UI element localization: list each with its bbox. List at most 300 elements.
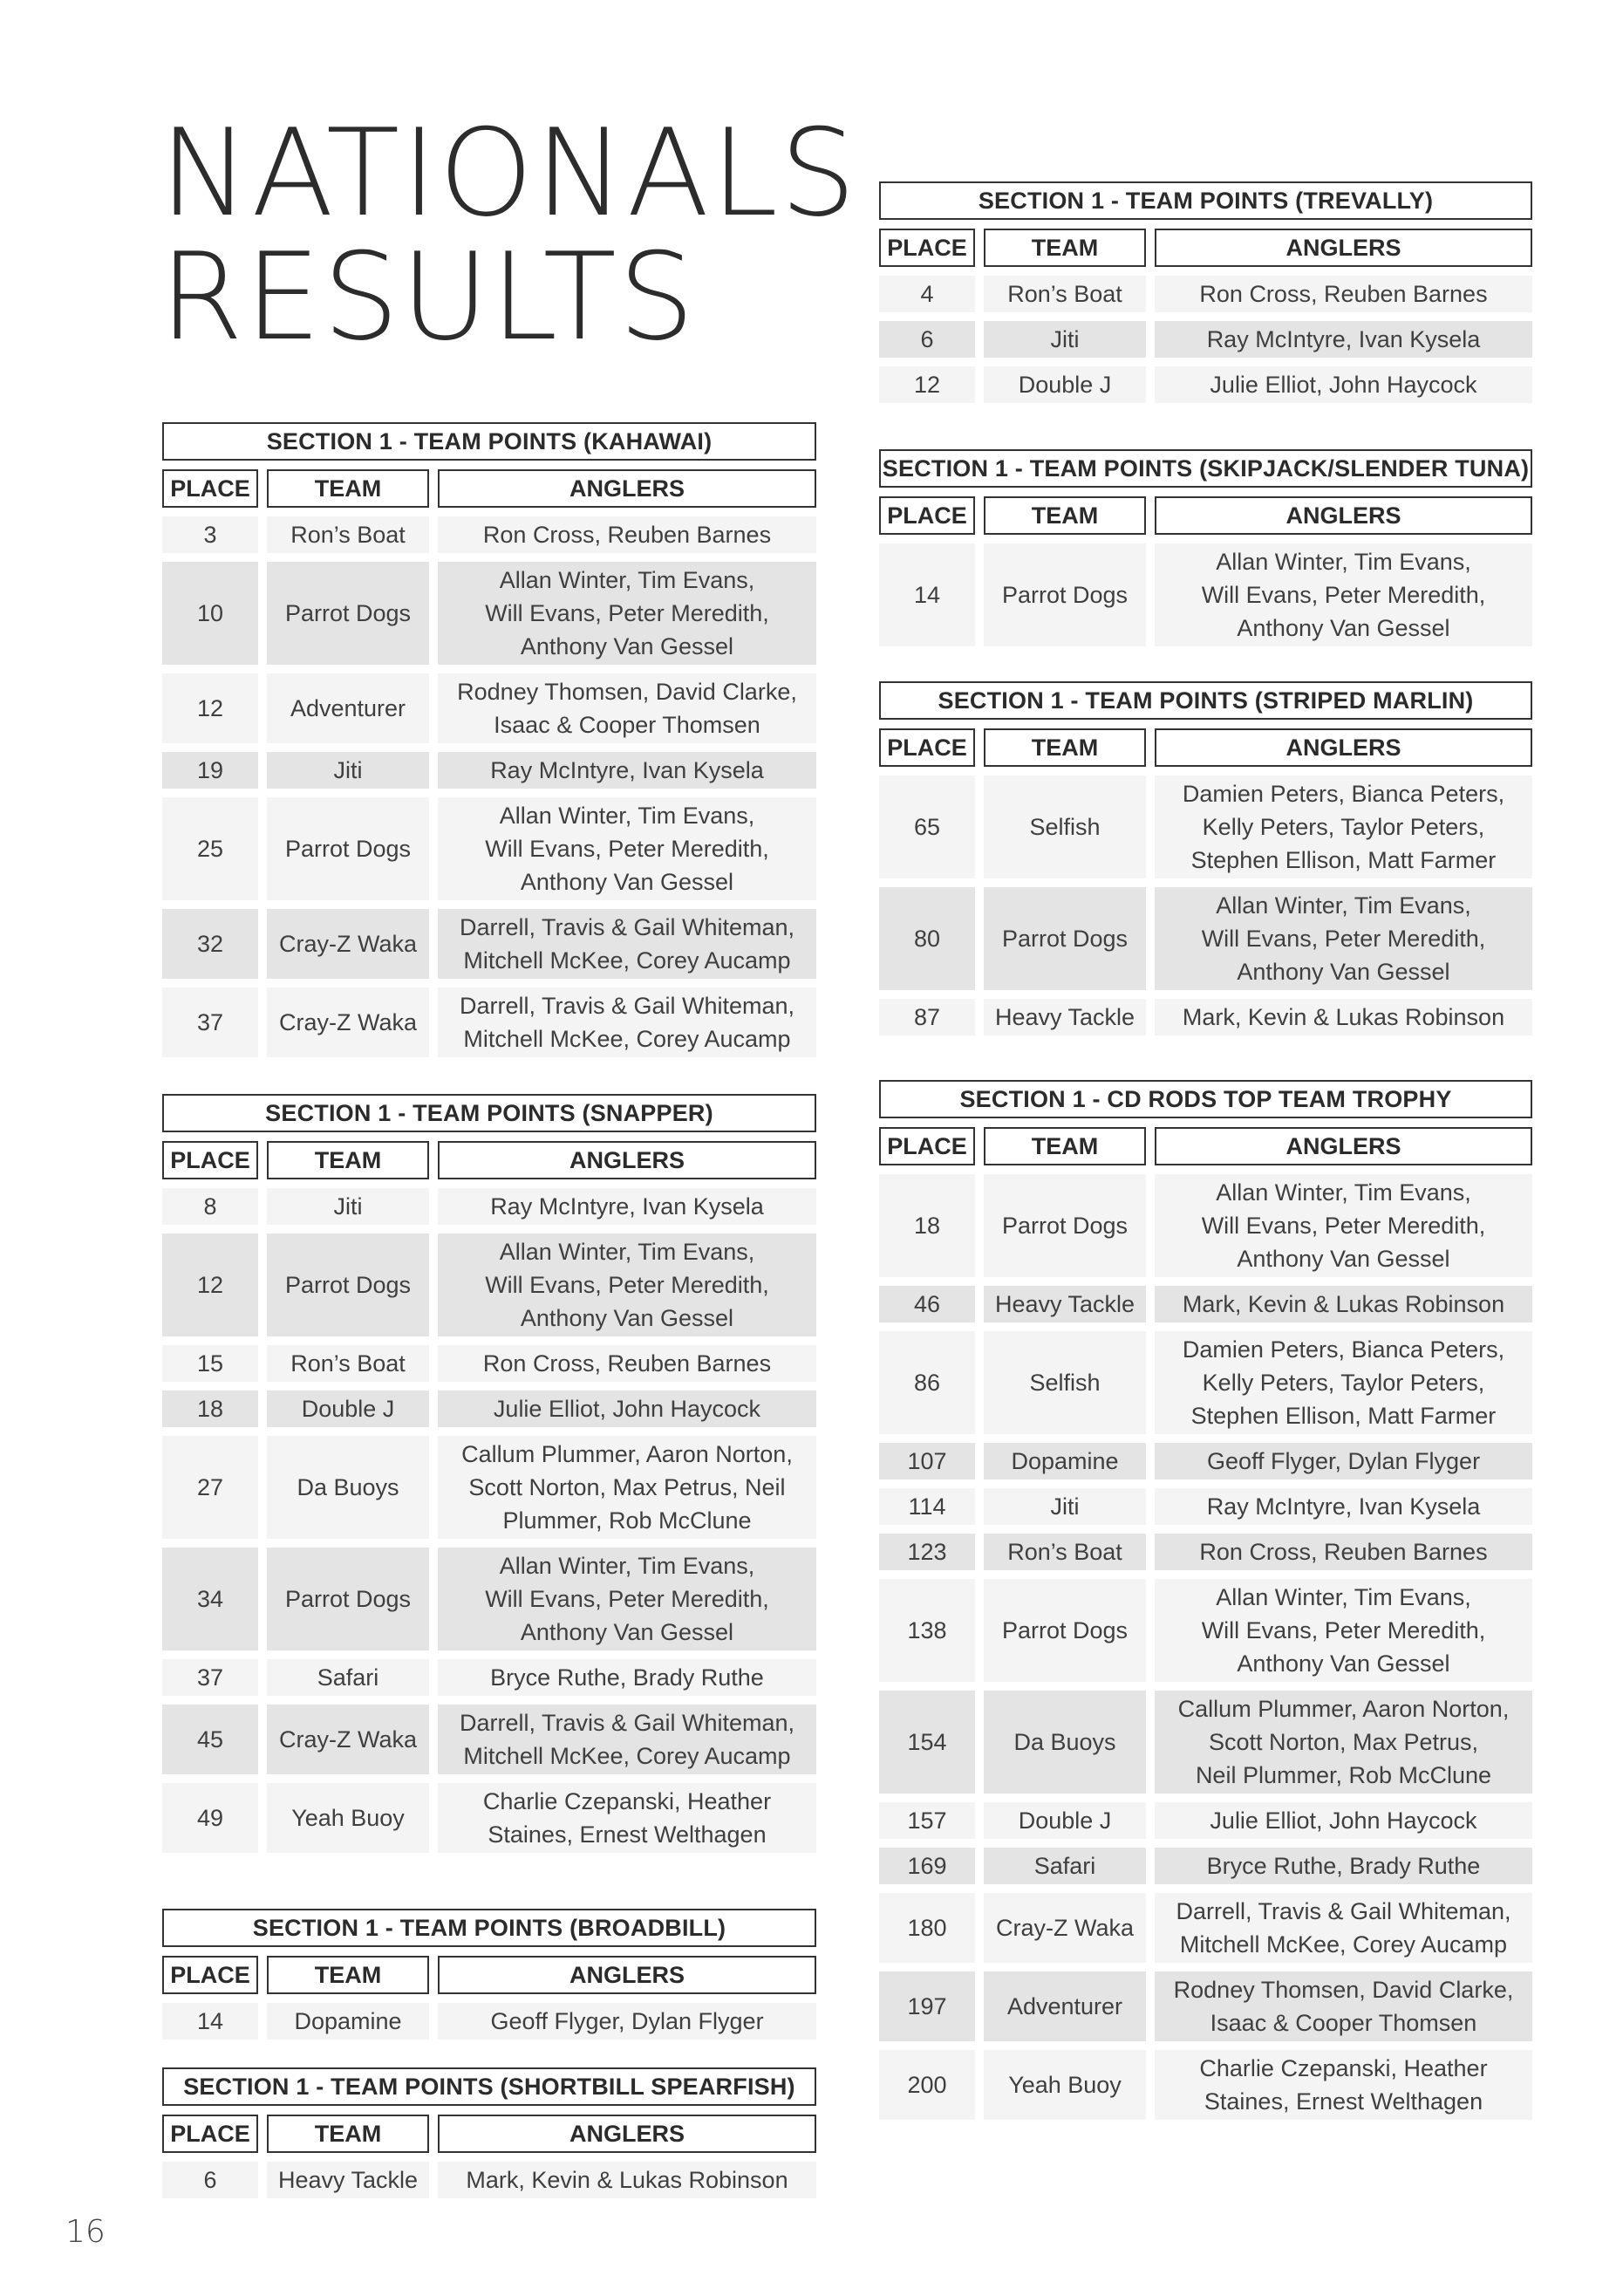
- anglers-line: Geoff Flyger, Dylan Flyger: [490, 2008, 764, 2034]
- anglers-line: Charlie Czepanski, Heather: [1199, 2055, 1488, 2081]
- table-row: [162, 1436, 816, 1539]
- cell-anglers: [1155, 2050, 1532, 2120]
- cell-team: Ron’s Boat: [267, 516, 429, 553]
- anglers-text: [461, 1438, 793, 1537]
- cell-team: Adventurer: [267, 673, 429, 743]
- cell-team: Parrot Dogs: [267, 562, 429, 665]
- cell-team: Heavy Tackle: [984, 1286, 1146, 1322]
- anglers-text: [1202, 889, 1486, 988]
- anglers-text: [485, 1549, 769, 1649]
- cell-anglers: [438, 1659, 816, 1696]
- table-row: [879, 321, 1532, 358]
- section-cd-rods: [879, 1080, 1532, 2120]
- table-row: [879, 1488, 1532, 1525]
- anglers-text: [1183, 1288, 1504, 1321]
- anglers-line: Will Evans, Peter Meredith,: [485, 600, 769, 626]
- cell-place: 18: [162, 1391, 258, 1427]
- anglers-text: [483, 518, 771, 551]
- table-header: [879, 229, 1532, 267]
- anglers-line: Mark, Kevin & Lukas Robinson: [466, 2167, 788, 2193]
- anglers-line: Anthony Van Gessel: [520, 1619, 734, 1645]
- cell-place: 169: [879, 1848, 975, 1884]
- table-row: [162, 673, 816, 743]
- anglers-line: Will Evans, Peter Meredith,: [485, 1272, 769, 1298]
- anglers-text: [490, 1190, 764, 1223]
- anglers-line: Ron Cross, Reuben Barnes: [482, 1350, 772, 1377]
- anglers-line: Isaac & Cooper Thomsen: [1210, 2010, 1477, 2036]
- anglers-line: Allan Winter, Tim Evans,: [1216, 549, 1471, 575]
- anglers-line: Callum Plummer, Aaron Norton,: [461, 1441, 793, 1467]
- title-line-2: RESULTS: [160, 227, 697, 367]
- anglers-line: Ray McIntyre, Ivan Kysela: [1206, 1493, 1481, 1520]
- cell-place: 10: [162, 562, 258, 665]
- anglers-text: [1178, 1692, 1510, 1792]
- table-row: [879, 887, 1532, 990]
- cell-team: Ron’s Boat: [984, 276, 1146, 312]
- cell-place: 114: [879, 1488, 975, 1525]
- anglers-line: Will Evans, Peter Meredith,: [1201, 1213, 1486, 1239]
- anglers-line: Will Evans, Peter Meredith,: [1201, 1617, 1486, 1643]
- cell-place: 49: [162, 1783, 258, 1853]
- section-trevally: [879, 181, 1532, 403]
- anglers-text: [1202, 1581, 1486, 1680]
- anglers-text: [1199, 2052, 1487, 2118]
- header-team: TEAM: [267, 469, 429, 508]
- table-row: [879, 276, 1532, 312]
- anglers-line: Ron Cross, Reuben Barnes: [1199, 281, 1488, 307]
- header-team: TEAM: [267, 1956, 429, 1994]
- table-row: [162, 1233, 816, 1336]
- anglers-text: [1202, 545, 1486, 645]
- cell-team: Parrot Dogs: [984, 887, 1146, 990]
- anglers-line: Charlie Czepanski, Heather: [482, 1788, 772, 1814]
- cell-team: Parrot Dogs: [984, 1579, 1146, 1682]
- table-row: [162, 2003, 816, 2040]
- anglers-line: Scott Norton, Max Petrus,: [1208, 1729, 1479, 1755]
- table-row: [879, 1893, 1532, 1963]
- anglers-line: Neil Plummer, Rob McClune: [1195, 1762, 1492, 1788]
- anglers-line: Will Evans, Peter Meredith,: [485, 1586, 769, 1612]
- table-row: [879, 1691, 1532, 1794]
- anglers-text: [1207, 1849, 1481, 1883]
- cell-team: Cray-Z Waka: [267, 987, 429, 1057]
- anglers-line: Ray McIntyre, Ivan Kysela: [1206, 326, 1481, 352]
- table-row: [162, 1188, 816, 1225]
- cell-place: 138: [879, 1579, 975, 1682]
- header-anglers: ANGLERS: [438, 1141, 816, 1179]
- section-title: SECTION 1 - TEAM POINTS (STRIPED MARLIN): [879, 681, 1532, 720]
- cell-anglers: [1155, 887, 1532, 990]
- cell-team: Da Buoys: [267, 1436, 429, 1539]
- section-title: SECTION 1 - TEAM POINTS (SNAPPER): [162, 1094, 816, 1132]
- header-anglers: ANGLERS: [1155, 229, 1532, 267]
- table-row: [879, 1443, 1532, 1479]
- cell-anglers: [438, 516, 816, 553]
- section-title: SECTION 1 - CD RODS TOP TEAM TROPHY: [879, 1080, 1532, 1118]
- cell-anglers: [1155, 1848, 1532, 1884]
- anglers-text: [483, 1347, 771, 1380]
- cell-team: Parrot Dogs: [984, 1174, 1146, 1277]
- anglers-text: [460, 989, 794, 1056]
- anglers-line: Anthony Van Gessel: [1237, 959, 1450, 985]
- anglers-text: [1199, 277, 1487, 311]
- anglers-text: [457, 675, 797, 741]
- table-header: [879, 1127, 1532, 1165]
- cell-team: Parrot Dogs: [267, 797, 429, 900]
- cell-place: 180: [879, 1893, 975, 1963]
- section-title: SECTION 1 - TEAM POINTS (SKIPJACK/SLENDER TUNA): [879, 449, 1532, 488]
- anglers-text: [1183, 777, 1504, 877]
- anglers-line: Julie Elliot, John Haycock: [493, 1396, 761, 1422]
- anglers-line: Mitchell McKee, Corey Aucamp: [463, 1743, 791, 1769]
- section-skipjack: [879, 449, 1532, 646]
- anglers-text: [485, 1235, 769, 1335]
- table-row: [879, 1579, 1532, 1682]
- cell-place: 14: [879, 543, 975, 646]
- cell-team: Jiti: [984, 321, 1146, 358]
- anglers-text: [1174, 1973, 1514, 2040]
- cell-place: 14: [162, 2003, 258, 2040]
- cell-place: 197: [879, 1971, 975, 2041]
- section-kahawai: [162, 422, 816, 1057]
- cell-place: 80: [879, 887, 975, 990]
- cell-anglers: [438, 1705, 816, 1774]
- anglers-line: Darrell, Travis & Gail Whiteman,: [459, 993, 795, 1019]
- anglers-text: [1210, 1804, 1476, 1837]
- anglers-line: Damien Peters, Bianca Peters,: [1182, 1336, 1505, 1363]
- anglers-line: Allan Winter, Tim Evans,: [1216, 892, 1471, 919]
- cell-team: Heavy Tackle: [984, 999, 1146, 1035]
- table-row: [162, 1345, 816, 1382]
- cell-anglers: [438, 673, 816, 743]
- anglers-line: Ray McIntyre, Ivan Kysela: [490, 1193, 764, 1220]
- title-line-1: NATIONALS: [160, 103, 858, 243]
- table-row: [162, 1548, 816, 1650]
- cell-place: 45: [162, 1705, 258, 1774]
- page-number: 16: [65, 2214, 106, 2250]
- anglers-text: [490, 1661, 764, 1694]
- table-row: [162, 562, 816, 665]
- anglers-text: [1207, 1445, 1480, 1478]
- cell-anglers: [1155, 1802, 1532, 1839]
- cell-place: 37: [162, 1659, 258, 1696]
- anglers-line: Julie Elliot, John Haycock: [1210, 372, 1477, 398]
- cell-place: 19: [162, 752, 258, 789]
- anglers-line: Stephen Ellison, Matt Farmer: [1190, 1403, 1497, 1429]
- cell-anglers: [438, 1345, 816, 1382]
- cell-team: Safari: [267, 1659, 429, 1696]
- cell-place: 32: [162, 909, 258, 979]
- table-row: [162, 987, 816, 1057]
- anglers-line: Allan Winter, Tim Evans,: [1216, 1179, 1471, 1206]
- cell-anglers: [1155, 276, 1532, 312]
- anglers-line: Scott Norton, Max Petrus, Neil: [468, 1474, 786, 1500]
- cell-team: Double J: [984, 1802, 1146, 1839]
- header-team: TEAM: [984, 728, 1146, 767]
- cell-anglers: [1155, 1286, 1532, 1322]
- section-broadbill: [162, 1909, 816, 2040]
- anglers-line: Julie Elliot, John Haycock: [1210, 1807, 1477, 1834]
- header-team: TEAM: [267, 1141, 429, 1179]
- anglers-text: [466, 2163, 788, 2197]
- cell-anglers: [438, 562, 816, 665]
- section-striped-marlin: [879, 681, 1532, 1035]
- header-anglers: ANGLERS: [438, 1956, 816, 1994]
- table-header: [879, 728, 1532, 767]
- cell-anglers: [438, 909, 816, 979]
- anglers-line: Anthony Van Gessel: [1237, 1246, 1450, 1272]
- anglers-line: Anthony Van Gessel: [520, 1305, 734, 1331]
- cell-place: 12: [162, 1233, 258, 1336]
- header-place: PLACE: [879, 229, 975, 267]
- header-team: TEAM: [984, 229, 1146, 267]
- cell-team: Safari: [984, 1848, 1146, 1884]
- table-row: [879, 1971, 1532, 2041]
- table-header: [162, 1141, 816, 1179]
- cell-team: Double J: [984, 366, 1146, 403]
- cell-place: 8: [162, 1188, 258, 1225]
- cell-place: 4: [879, 276, 975, 312]
- table-row: [879, 2050, 1532, 2120]
- table-row: [162, 1783, 816, 1853]
- anglers-line: Allan Winter, Tim Evans,: [499, 567, 755, 593]
- anglers-text: [1202, 1176, 1486, 1275]
- anglers-line: Plummer, Rob McClune: [502, 1507, 752, 1534]
- anglers-line: Anthony Van Gessel: [1237, 1650, 1450, 1677]
- anglers-text: [490, 754, 764, 787]
- anglers-line: Anthony Van Gessel: [520, 633, 734, 659]
- header-place: PLACE: [162, 2115, 258, 2153]
- cell-team: Yeah Buoy: [267, 1783, 429, 1853]
- cell-anglers: [438, 2003, 816, 2040]
- anglers-line: Mark, Kevin & Lukas Robinson: [1182, 1004, 1505, 1030]
- cell-place: 87: [879, 999, 975, 1035]
- table-row: [162, 1391, 816, 1427]
- cell-anglers: [1155, 321, 1532, 358]
- table-row: [879, 366, 1532, 403]
- cell-place: 34: [162, 1548, 258, 1650]
- cell-anglers: [1155, 1488, 1532, 1525]
- anglers-text: [460, 911, 794, 977]
- table-row: [879, 1331, 1532, 1434]
- cell-anglers: [1155, 1691, 1532, 1794]
- cell-anglers: [1155, 1579, 1532, 1682]
- section-title: SECTION 1 - TEAM POINTS (KAHAWAI): [162, 422, 816, 461]
- anglers-line: Darrell, Travis & Gail Whiteman,: [1176, 1898, 1511, 1924]
- table-row: [879, 999, 1532, 1035]
- anglers-line: Darrell, Travis & Gail Whiteman,: [459, 914, 795, 940]
- cell-place: 154: [879, 1691, 975, 1794]
- table-row: [162, 516, 816, 553]
- cell-team: Da Buoys: [984, 1691, 1146, 1794]
- cell-anglers: [1155, 1893, 1532, 1963]
- header-anglers: ANGLERS: [1155, 728, 1532, 767]
- table-row: [879, 776, 1532, 878]
- cell-anglers: [438, 2162, 816, 2198]
- cell-team: Double J: [267, 1391, 429, 1427]
- header-place: PLACE: [162, 1956, 258, 1994]
- anglers-line: Staines, Ernest Welthagen: [488, 1821, 767, 1848]
- cell-anglers: [438, 752, 816, 789]
- header-anglers: ANGLERS: [1155, 496, 1532, 535]
- cell-team: Parrot Dogs: [984, 543, 1146, 646]
- header-anglers: ANGLERS: [1155, 1127, 1532, 1165]
- cell-anglers: [1155, 543, 1532, 646]
- header-anglers: ANGLERS: [438, 2115, 816, 2153]
- anglers-line: Bryce Ruthe, Brady Ruthe: [490, 1664, 764, 1691]
- cell-anglers: [438, 1436, 816, 1539]
- anglers-line: Callum Plummer, Aaron Norton,: [1177, 1696, 1510, 1722]
- anglers-text: [1210, 368, 1476, 401]
- header-place: PLACE: [879, 728, 975, 767]
- anglers-text: [490, 2005, 763, 2038]
- table-header: [162, 1956, 816, 1994]
- cell-place: 6: [879, 321, 975, 358]
- table-row: [879, 543, 1532, 646]
- anglers-line: Ron Cross, Reuben Barnes: [482, 522, 772, 548]
- cell-anglers: [438, 1783, 816, 1853]
- cell-anglers: [1155, 776, 1532, 878]
- anglers-line: Allan Winter, Tim Evans,: [499, 1553, 755, 1579]
- anglers-line: Allan Winter, Tim Evans,: [1216, 1584, 1471, 1610]
- cell-team: Jiti: [267, 1188, 429, 1225]
- cell-anglers: [1155, 1331, 1532, 1434]
- header-place: PLACE: [162, 469, 258, 508]
- table-header: [162, 469, 816, 508]
- cell-team: Heavy Tackle: [267, 2162, 429, 2198]
- section-shortbill-spearfish: [162, 2067, 816, 2198]
- anglers-text: [1199, 1535, 1487, 1568]
- anglers-line: Geoff Flyger, Dylan Flyger: [1206, 1448, 1481, 1474]
- cell-place: 27: [162, 1436, 258, 1539]
- table-row: [162, 797, 816, 900]
- page-title: [160, 103, 858, 367]
- cell-anglers: [1155, 999, 1532, 1035]
- anglers-text: [1183, 1001, 1504, 1034]
- cell-team: Parrot Dogs: [267, 1233, 429, 1336]
- cell-place: 6: [162, 2162, 258, 2198]
- anglers-line: Will Evans, Peter Meredith,: [485, 836, 769, 862]
- header-team: TEAM: [267, 2115, 429, 2153]
- cell-team: Jiti: [984, 1488, 1146, 1525]
- anglers-line: Ray McIntyre, Ivan Kysela: [490, 757, 764, 783]
- table-row: [162, 909, 816, 979]
- cell-place: 12: [879, 366, 975, 403]
- cell-team: Ron’s Boat: [984, 1534, 1146, 1570]
- cell-place: 3: [162, 516, 258, 553]
- cell-team: Yeah Buoy: [984, 2050, 1146, 2120]
- table-header: [879, 496, 1532, 535]
- anglers-line: Anthony Van Gessel: [1237, 615, 1450, 641]
- cell-place: 86: [879, 1331, 975, 1434]
- table-header: [162, 2115, 816, 2153]
- table-row: [879, 1534, 1532, 1570]
- header-team: TEAM: [984, 496, 1146, 535]
- table-row: [879, 1802, 1532, 1839]
- anglers-line: Allan Winter, Tim Evans,: [499, 1239, 755, 1265]
- cell-team: Dopamine: [267, 2003, 429, 2040]
- cell-anglers: [438, 1188, 816, 1225]
- cell-place: 46: [879, 1286, 975, 1322]
- cell-team: Cray-Z Waka: [267, 909, 429, 979]
- anglers-line: Isaac & Cooper Thomsen: [494, 712, 760, 738]
- cell-place: 65: [879, 776, 975, 878]
- cell-anglers: [438, 1391, 816, 1427]
- section-snapper: [162, 1094, 816, 1853]
- cell-anglers: [438, 1548, 816, 1650]
- cell-place: 25: [162, 797, 258, 900]
- header-place: PLACE: [879, 1127, 975, 1165]
- anglers-line: Kelly Peters, Taylor Peters,: [1202, 814, 1485, 840]
- cell-place: 18: [879, 1174, 975, 1277]
- header-anglers: ANGLERS: [438, 469, 816, 508]
- table-row: [162, 2162, 816, 2198]
- cell-team: Dopamine: [984, 1443, 1146, 1479]
- anglers-line: Mitchell McKee, Corey Aucamp: [1179, 1931, 1508, 1958]
- anglers-line: Allan Winter, Tim Evans,: [499, 803, 755, 829]
- table-row: [879, 1286, 1532, 1322]
- anglers-line: Staines, Ernest Welthagen: [1204, 2088, 1483, 2115]
- section-title: SECTION 1 - TEAM POINTS (TREVALLY): [879, 181, 1532, 220]
- anglers-text: [1207, 1490, 1481, 1523]
- cell-place: 200: [879, 2050, 975, 2120]
- anglers-text: [460, 1706, 794, 1773]
- cell-anglers: [1155, 1534, 1532, 1570]
- cell-anglers: [1155, 1443, 1532, 1479]
- table-row: [879, 1848, 1532, 1884]
- cell-place: 12: [162, 673, 258, 743]
- cell-place: 37: [162, 987, 258, 1057]
- anglers-line: Damien Peters, Bianca Peters,: [1182, 781, 1505, 807]
- anglers-text: [494, 1392, 760, 1425]
- anglers-line: Will Evans, Peter Meredith,: [1201, 582, 1486, 608]
- cell-place: 15: [162, 1345, 258, 1382]
- cell-anglers: [438, 1233, 816, 1336]
- anglers-line: Rodney Thomsen, David Clarke,: [1173, 1977, 1514, 2003]
- anglers-line: Stephen Ellison, Matt Farmer: [1190, 847, 1497, 873]
- section-title: SECTION 1 - TEAM POINTS (BROADBILL): [162, 1909, 816, 1947]
- cell-team: Cray-Z Waka: [267, 1705, 429, 1774]
- table-row: [162, 1705, 816, 1774]
- cell-team: Ron’s Boat: [267, 1345, 429, 1382]
- cell-anglers: [438, 987, 816, 1057]
- cell-place: 157: [879, 1802, 975, 1839]
- section-title: SECTION 1 - TEAM POINTS (SHORTBILL SPEARFISH): [162, 2067, 816, 2106]
- cell-anglers: [1155, 1174, 1532, 1277]
- anglers-line: Mitchell McKee, Corey Aucamp: [463, 1026, 791, 1052]
- cell-place: 107: [879, 1443, 975, 1479]
- anglers-text: [1207, 323, 1481, 356]
- anglers-text: [1176, 1895, 1510, 1961]
- anglers-text: [1183, 1333, 1504, 1432]
- anglers-text: [483, 1785, 771, 1851]
- cell-team: Parrot Dogs: [267, 1548, 429, 1650]
- cell-team: Jiti: [267, 752, 429, 789]
- anglers-text: [485, 799, 769, 899]
- anglers-line: Mitchell McKee, Corey Aucamp: [463, 947, 791, 974]
- header-place: PLACE: [879, 496, 975, 535]
- anglers-line: Kelly Peters, Taylor Peters,: [1202, 1370, 1485, 1396]
- cell-anglers: [1155, 1971, 1532, 2041]
- cell-team: Selfish: [984, 776, 1146, 878]
- table-row: [879, 1174, 1532, 1277]
- anglers-line: Bryce Ruthe, Brady Ruthe: [1206, 1853, 1481, 1879]
- anglers-line: Will Evans, Peter Meredith,: [1201, 926, 1486, 952]
- cell-team: Selfish: [984, 1331, 1146, 1434]
- cell-anglers: [1155, 366, 1532, 403]
- table-row: [162, 752, 816, 789]
- anglers-line: Ron Cross, Reuben Barnes: [1199, 1539, 1488, 1565]
